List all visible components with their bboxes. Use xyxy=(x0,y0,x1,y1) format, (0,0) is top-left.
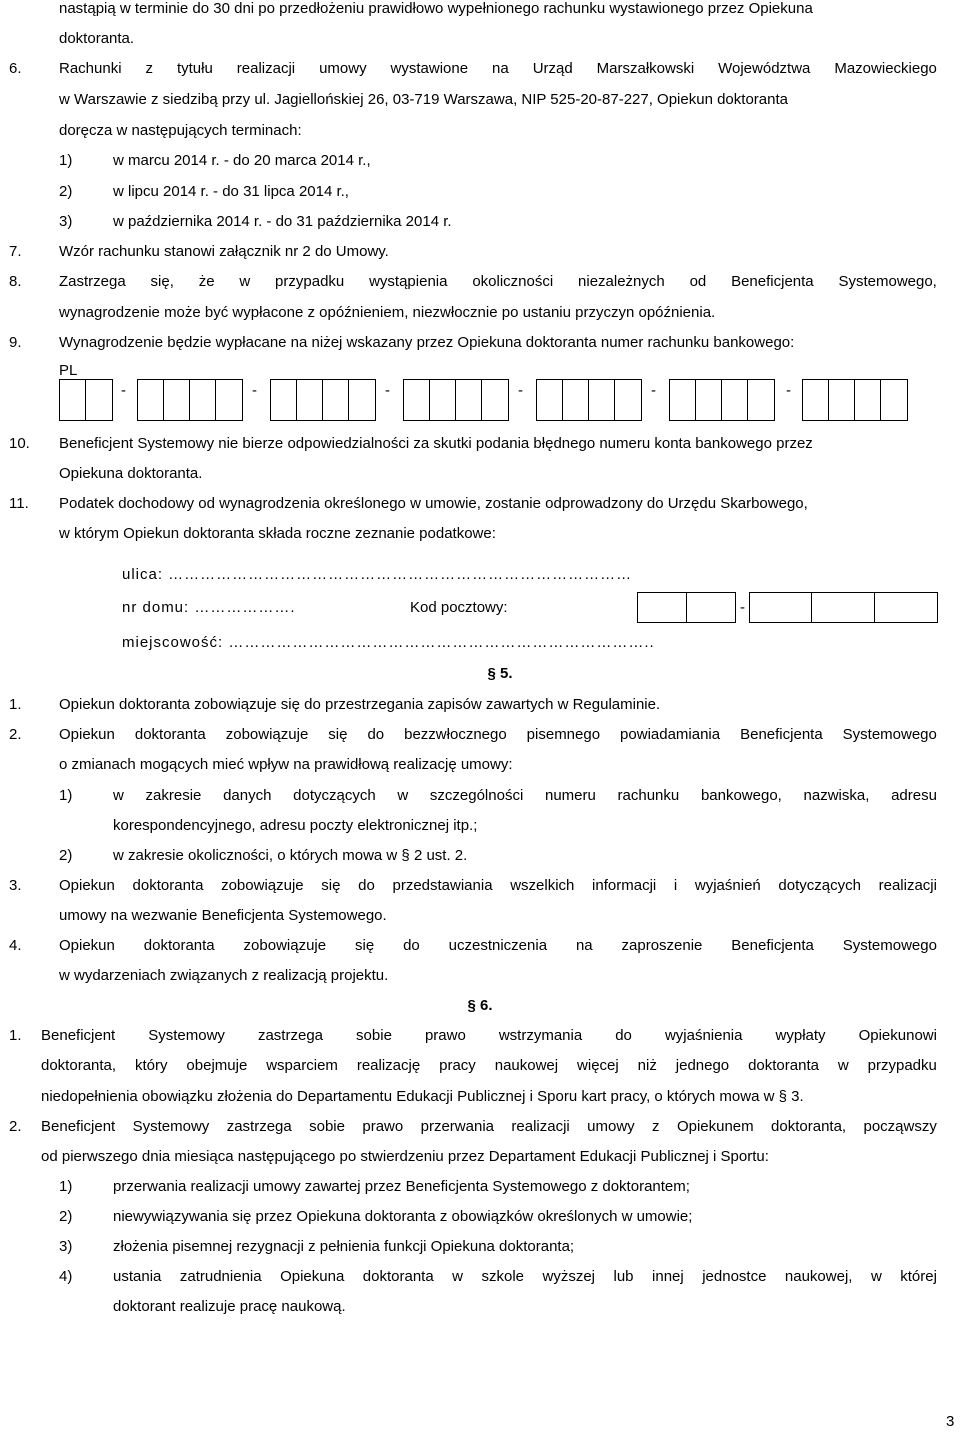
word: adresu xyxy=(891,787,937,804)
word: sobie xyxy=(309,1118,345,1135)
word: przerwania xyxy=(420,1118,494,1135)
word: Rachunki xyxy=(59,60,122,77)
street-field[interactable]: ulica: …………………………………………………………………………… xyxy=(122,566,633,583)
word: począwszy xyxy=(863,1118,937,1135)
word: do xyxy=(367,726,385,743)
text-line: Wynagrodzenie będzie wypłacane na niżej wskazany przez Opiekuna doktoranta numer rachunku bankowego: xyxy=(59,334,795,351)
sub-number: 1) xyxy=(59,787,73,804)
word: do xyxy=(358,877,375,894)
text-line: doręcza w następujących terminach: xyxy=(59,122,302,139)
word: Beneficjent xyxy=(41,1118,116,1135)
word: w xyxy=(397,787,409,804)
word: innej xyxy=(652,1268,684,1285)
page-number: 3 xyxy=(946,1413,955,1430)
word: bankowego, xyxy=(700,787,782,804)
justified-line xyxy=(113,1268,937,1286)
text-line: niedopełnienia obowiązku złożenia do Departamentu Edukacji Publicznej i Sporu kart pracy, o których mowa w § 3. xyxy=(41,1088,804,1105)
word: Mazowieckiego xyxy=(834,60,937,77)
sub-number: 2) xyxy=(59,183,73,200)
word: realizację xyxy=(356,1057,421,1074)
text-line: o zmianach mogących mieć wpływ na prawidłową realizację umowy: xyxy=(59,756,513,773)
justified-line xyxy=(113,787,937,805)
word: umowy xyxy=(319,60,367,77)
word: niż xyxy=(637,1057,657,1074)
word: wsparciem xyxy=(266,1057,338,1074)
word: doktoranta xyxy=(362,1268,434,1285)
word: zastrzega xyxy=(226,1118,292,1135)
word: wystąpienia xyxy=(369,273,448,290)
word: więcej xyxy=(577,1057,619,1074)
word: wystawione xyxy=(390,60,469,77)
word: tytułu xyxy=(176,60,213,77)
word: doktoranta xyxy=(748,1057,819,1074)
word: lub xyxy=(613,1268,634,1285)
word: realizacji xyxy=(511,1118,570,1135)
word: w xyxy=(113,787,124,804)
text-line: nastąpią w terminie do 30 dni po przedłożeniu prawidłowo wypełnionego rachunku wystawionego przez Opiekuna xyxy=(59,0,813,17)
word: doktoranta xyxy=(143,937,215,954)
item-number: 1. xyxy=(9,696,22,713)
text-line: wynagrodzenie może być wypłacone z opóźnieniem, niezwłocznie po ustaniu przyczyn opóźnienia. xyxy=(59,304,716,321)
text-line: w Warszawie z siedzibą przy ul. Jagiellońskiej 26, 03-719 Warszawa, NIP 525-20-87-227, Opiekun doktoranta xyxy=(59,91,788,108)
item-number: 10. xyxy=(9,435,30,452)
word: realizacji xyxy=(236,60,296,77)
word: przedstawiania xyxy=(392,877,493,894)
word: prawo xyxy=(362,1118,404,1135)
text-line: niewywiązywania się przez Opiekuna doktoranta z obowiązków określonych w umowie; xyxy=(113,1208,693,1225)
word: wyższej xyxy=(542,1268,596,1285)
account-number-boxes[interactable] xyxy=(403,379,509,421)
word: się xyxy=(355,937,375,954)
word: Opiekunowi xyxy=(858,1027,937,1044)
account-separator: - xyxy=(121,382,126,399)
item-number: 8. xyxy=(9,273,22,290)
word: wypłaty xyxy=(775,1027,826,1044)
sub-number: 1) xyxy=(59,152,73,169)
postal-code-boxes[interactable] xyxy=(749,592,938,623)
word: wstrzymania xyxy=(498,1027,583,1044)
word: Opiekunem xyxy=(676,1118,754,1135)
word: z xyxy=(145,60,153,77)
word: Systemowy xyxy=(148,1027,225,1044)
word: Systemowego xyxy=(842,726,937,743)
account-separator: - xyxy=(518,382,523,399)
account-separator: - xyxy=(252,382,257,399)
word: Systemowego, xyxy=(838,273,937,290)
item-number: 11. xyxy=(9,495,29,512)
word: Systemowego xyxy=(842,937,937,954)
postal-code-boxes[interactable] xyxy=(637,592,736,623)
text-line: Beneficjent Systemowy nie bierze odpowiedzialności za skutki podania błędnego numeru konta bankowego przez xyxy=(59,435,813,452)
word: Opiekun xyxy=(59,937,115,954)
sub-number: 4) xyxy=(59,1268,73,1285)
word: szczególności xyxy=(429,787,524,804)
word: przypadku xyxy=(275,273,345,290)
word: Beneficjent xyxy=(41,1027,116,1044)
text-line: w zakresie okoliczności, o których mowa w § 2 ust. 2. xyxy=(113,847,468,864)
account-number-boxes[interactable] xyxy=(669,379,775,421)
text-line: w października 2014 r. - do 31 października 2014 r. xyxy=(113,213,452,230)
word: do xyxy=(403,937,420,954)
word: zaproszenie xyxy=(621,937,703,954)
word: Beneficjenta xyxy=(731,273,814,290)
justified-line xyxy=(41,1057,937,1075)
account-number-boxes[interactable] xyxy=(59,379,113,421)
word: wyjaśnienia xyxy=(664,1027,743,1044)
account-separator: - xyxy=(385,382,390,399)
word: danych xyxy=(223,787,272,804)
word: się, xyxy=(150,273,174,290)
sub-number: 2) xyxy=(59,1208,73,1225)
word: Marszałkowski xyxy=(596,60,695,77)
word: pisemnego xyxy=(526,726,601,743)
word: okoliczności xyxy=(472,273,554,290)
word: Opiekun xyxy=(59,726,115,743)
section-heading: § 6. xyxy=(467,997,493,1014)
word: Opiekuna xyxy=(280,1268,345,1285)
sub-number: 3) xyxy=(59,1238,73,1255)
word: uczestniczenia xyxy=(448,937,548,954)
word: do xyxy=(615,1027,632,1044)
sub-number: 1) xyxy=(59,1178,73,1195)
word: i xyxy=(673,877,678,894)
item-number: 3. xyxy=(9,877,22,894)
word: dotyczących xyxy=(293,787,376,804)
word: dotyczących xyxy=(778,877,861,894)
word: Beneficjenta xyxy=(731,937,814,954)
word: doktoranta, xyxy=(771,1118,847,1135)
justified-line xyxy=(59,60,937,78)
item-number: 4. xyxy=(9,937,22,954)
word: nazwiska, xyxy=(803,787,870,804)
text-line: doktorant realizuje pracę naukową. xyxy=(113,1298,346,1315)
account-separator: - xyxy=(786,382,791,399)
postal-code-separator: - xyxy=(740,599,745,616)
word: w xyxy=(837,1057,849,1074)
word: umowy xyxy=(587,1118,635,1135)
word: od xyxy=(689,273,707,290)
word: zobowiązuje xyxy=(225,726,309,743)
word: z xyxy=(652,1118,660,1135)
word: informacji xyxy=(592,877,657,894)
sub-number: 3) xyxy=(59,213,73,230)
word: wszelkich xyxy=(510,877,575,894)
word: przypadku xyxy=(867,1057,937,1074)
word: prawo xyxy=(424,1027,466,1044)
word: Województwa xyxy=(718,60,811,77)
house-number-field[interactable]: nr domu: ………………. xyxy=(122,599,296,616)
word: zakresie xyxy=(145,787,202,804)
text-line: doktoranta. xyxy=(59,30,135,47)
word: Opiekun xyxy=(59,877,115,894)
country-code-label: PL xyxy=(59,362,78,379)
word: Zastrzega xyxy=(59,273,126,290)
word: że xyxy=(198,273,215,290)
item-number: 2. xyxy=(9,726,22,743)
text-line: Opiekuna doktoranta. xyxy=(59,465,203,482)
word: której xyxy=(900,1268,937,1285)
postal-code-label: Kod pocztowy: xyxy=(410,599,508,616)
word: naukowej xyxy=(494,1057,559,1074)
item-number: 1. xyxy=(9,1027,22,1044)
word: zastrzega xyxy=(257,1027,324,1044)
text-line: umowy na wezwanie Beneficjenta Systemowego. xyxy=(59,907,387,924)
text-line: przerwania realizacji umowy zawartej przez Beneficjenta Systemowego z doktorantem; xyxy=(113,1178,690,1195)
text-line: w lipcu 2014 r. - do 31 lipca 2014 r., xyxy=(113,183,349,200)
text-line: w wydarzeniach związanych z realizacją projektu. xyxy=(59,967,389,984)
justified-line xyxy=(59,877,937,895)
word: realizacji xyxy=(878,877,937,894)
word: pracy xyxy=(439,1057,476,1074)
word: Systemowy xyxy=(132,1118,210,1135)
justified-line xyxy=(59,273,937,291)
word: wyjaśnień xyxy=(694,877,761,894)
word: Urząd xyxy=(532,60,573,77)
word: doktoranta xyxy=(132,877,204,894)
word: obejmuje xyxy=(186,1057,248,1074)
word: zatrudnienia xyxy=(179,1268,262,1285)
justified-line xyxy=(59,937,937,955)
word: doktoranta xyxy=(134,726,206,743)
word: szkole xyxy=(481,1268,525,1285)
text-line: w którym Opiekun doktoranta składa roczne zeznanie podatkowe: xyxy=(59,525,496,542)
sub-number: 2) xyxy=(59,847,73,864)
account-number-boxes[interactable] xyxy=(536,379,642,421)
word: zobowiązuje xyxy=(221,877,304,894)
word: w xyxy=(870,1268,882,1285)
text-line: złożenia pisemnej rezygnacji z pełnienia funkcji Opiekuna doktoranta; xyxy=(113,1238,575,1255)
word: na xyxy=(575,937,593,954)
account-number-boxes[interactable] xyxy=(137,379,243,421)
word: który xyxy=(134,1057,168,1074)
justified-line xyxy=(59,726,937,744)
word: Beneficjenta xyxy=(740,726,823,743)
justified-line xyxy=(41,1118,937,1136)
word: numeru xyxy=(544,787,596,804)
text-line: od pierwszego dnia miesiąca następującego po stwierdzeniu przez Departament Edukacji Publicznej i Sportu: xyxy=(41,1148,769,1165)
word: powiadamiania xyxy=(620,726,721,743)
text-line: Podatek dochodowy od wynagrodzenia określonego w umowie, zostanie odprowadzony do Urzędu Skarbowego, xyxy=(59,495,808,512)
account-number-boxes[interactable] xyxy=(270,379,376,421)
word: w xyxy=(452,1268,463,1285)
item-number: 2. xyxy=(9,1118,22,1135)
item-number: 7. xyxy=(9,243,22,260)
section-heading: § 5. xyxy=(487,665,513,682)
word: rachunku xyxy=(617,787,680,804)
word: na xyxy=(492,60,509,77)
text-line: Wzór rachunku stanowi załącznik nr 2 do Umowy. xyxy=(59,243,389,260)
word: naukowej, xyxy=(784,1268,853,1285)
word: sobie xyxy=(356,1027,392,1044)
word: się xyxy=(321,877,341,894)
word: jednego xyxy=(675,1057,730,1074)
text-line: korespondencyjnego, adresu poczty elektronicznej itp.; xyxy=(113,817,478,834)
word: zobowiązuje xyxy=(243,937,327,954)
word: jednostce xyxy=(702,1268,767,1285)
item-number: 6. xyxy=(9,60,22,77)
word: niezależnych xyxy=(578,273,665,290)
account-number-boxes[interactable] xyxy=(802,379,908,421)
justified-line xyxy=(41,1027,937,1045)
city-field[interactable]: miejscowość: …………………………………………………………………….. xyxy=(122,634,655,651)
text-line: Opiekun doktoranta zobowiązuje się do przestrzegania zapisów zawartych w Regulaminie. xyxy=(59,696,661,713)
word: w xyxy=(239,273,251,290)
text-line: w marcu 2014 r. - do 20 marca 2014 r., xyxy=(113,152,371,169)
account-separator: - xyxy=(651,382,656,399)
item-number: 9. xyxy=(9,334,22,351)
word: się xyxy=(328,726,348,743)
word: ustania xyxy=(113,1268,162,1285)
word: bezzwłocznego xyxy=(404,726,507,743)
word: doktoranta, xyxy=(41,1057,117,1074)
